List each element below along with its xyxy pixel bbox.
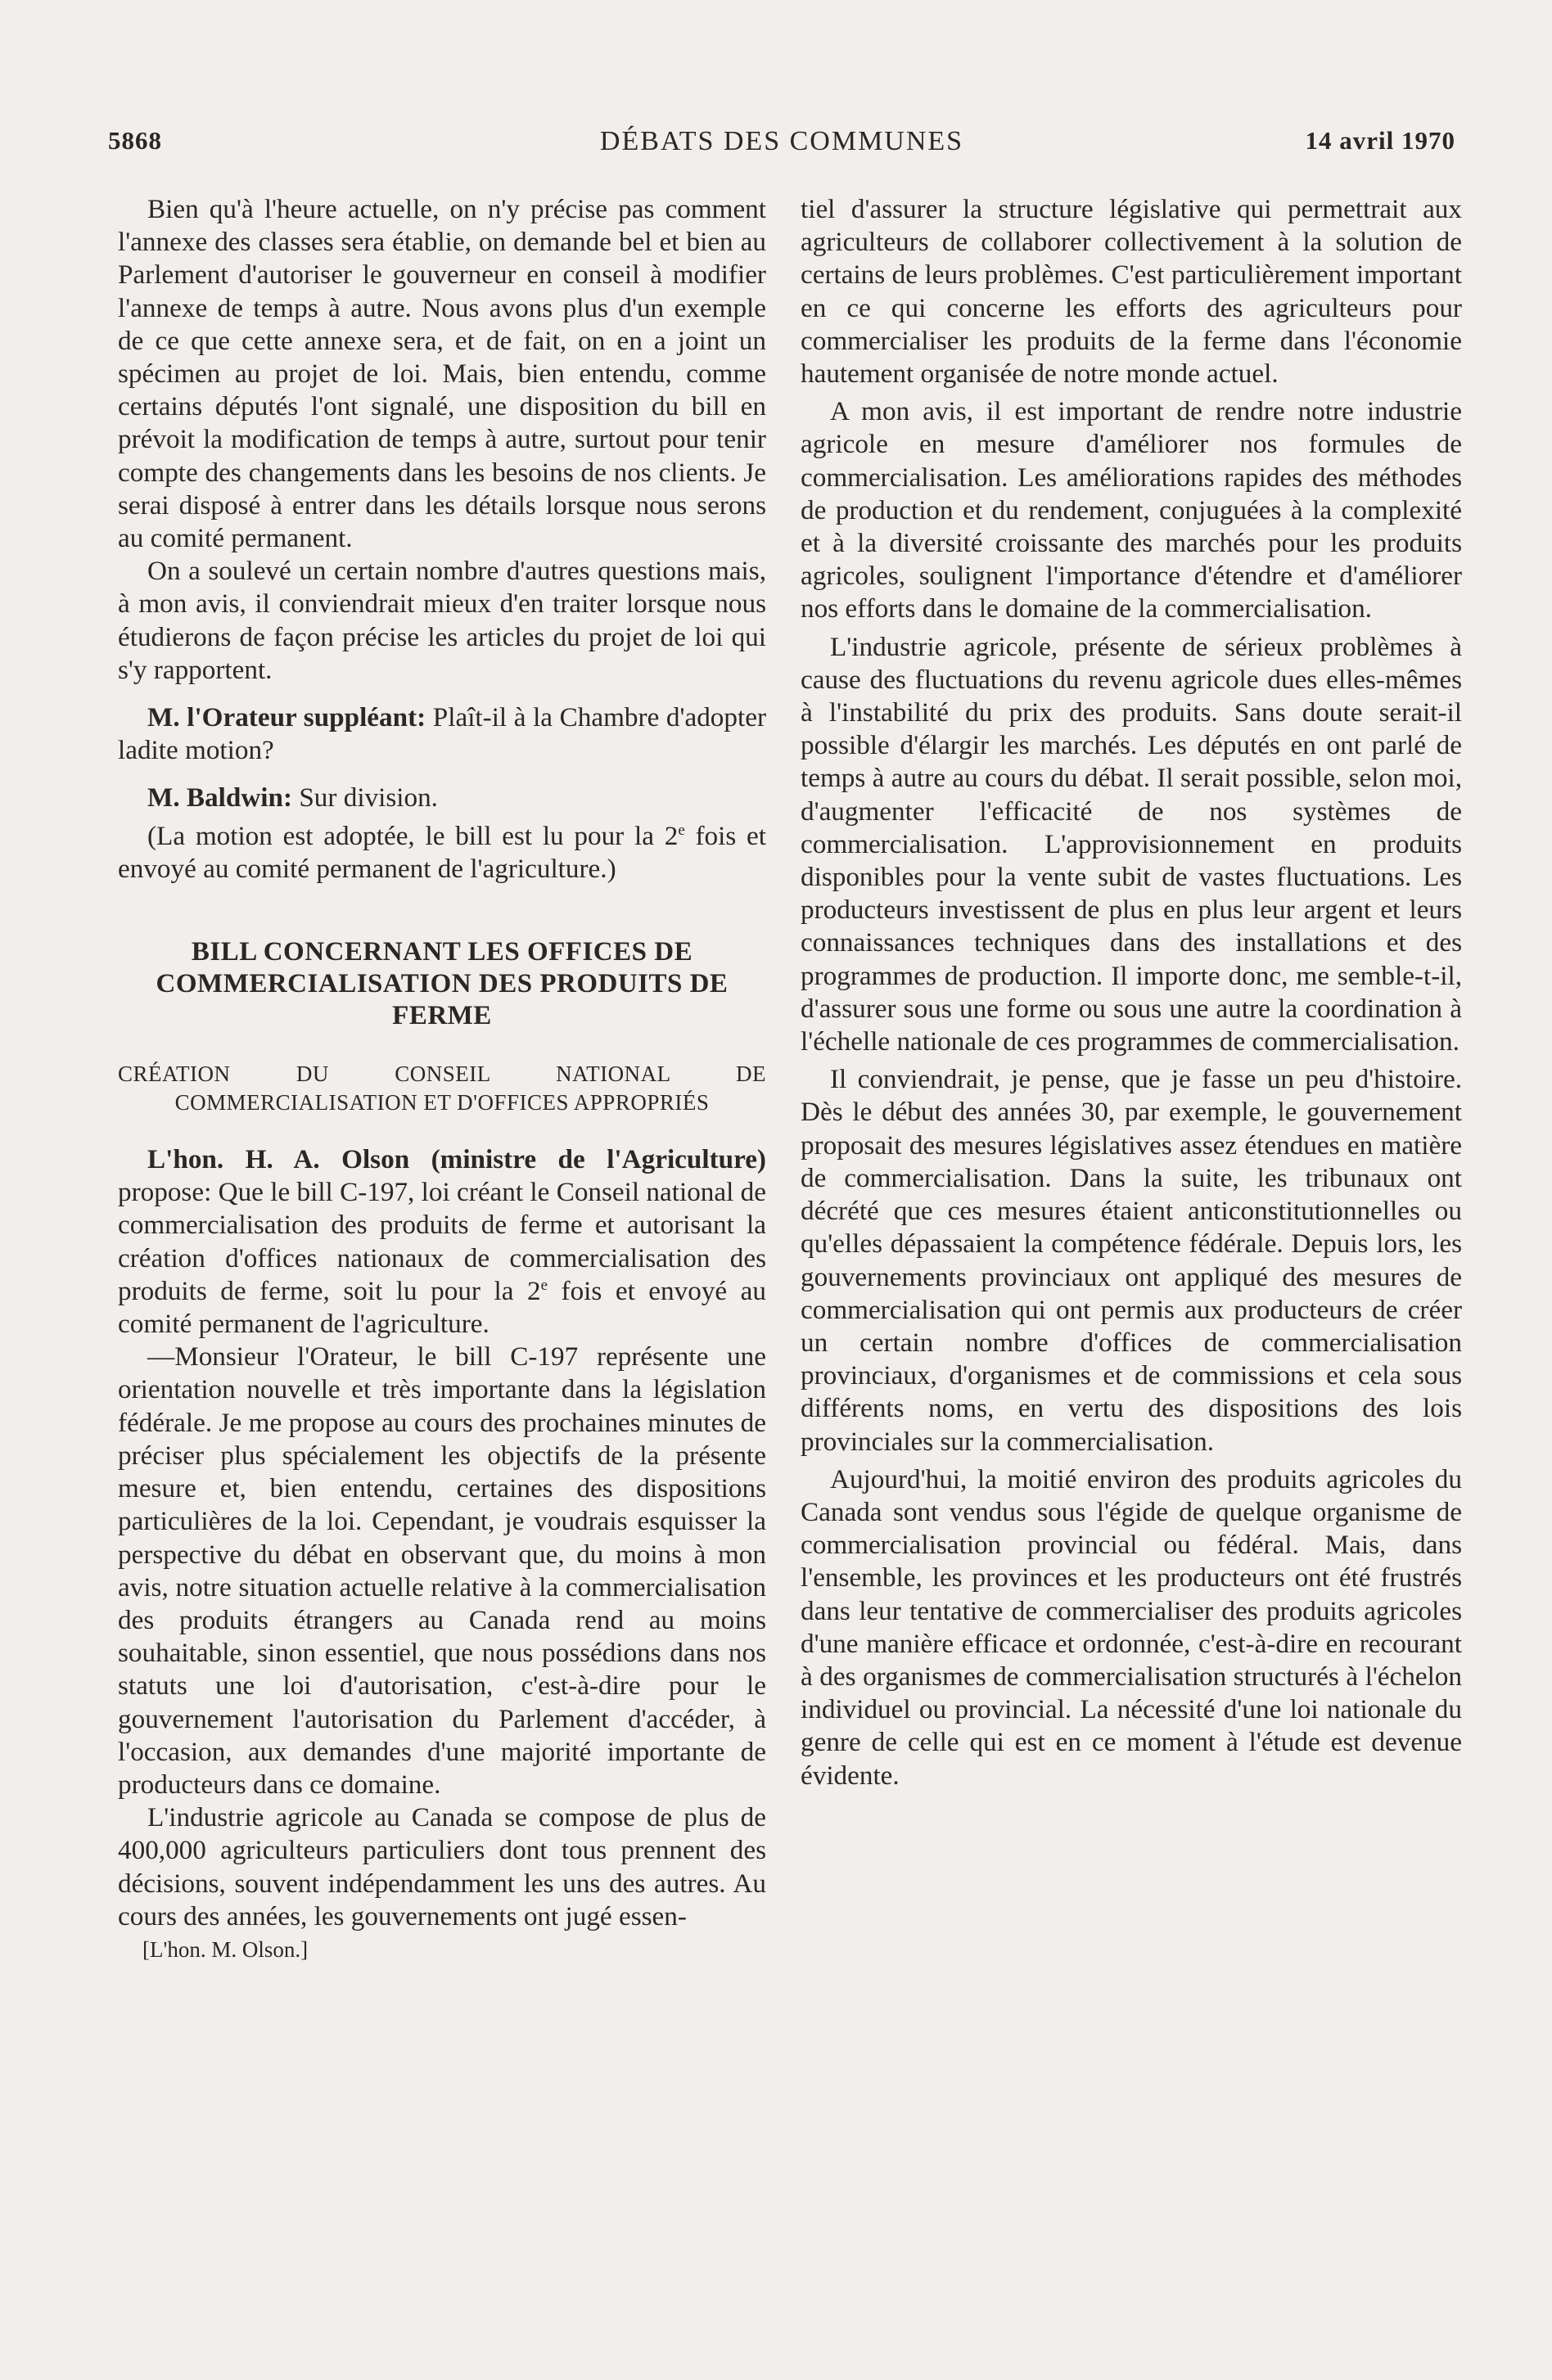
paragraph: L'industrie agricole, présente de sérieux problèmes à cause des fluctuations du revenu agricole dues elles-mêmes à l'instabilité du prix des produits. Sans doute serait-il possible d'élargir les marchés. Les députés en ont parlé de temps à autre au cours du débat. Il serait possible, selon moi, d'augmenter l'efficacité de nos systèmes de commercialisation. L'approvisionnement en produits disponibles pour la vente subit de vastes fluctuations. Les producteurs investissent de plus en plus leur argent et leurs connaissances techniques dans des installations et des programmes de production. Il importe donc, me semble-t-il, d'assurer sous une forme ou sous une autre la coordination à l'échelle nationale de ces programmes de commercialisation. bbox=[801, 631, 1462, 1057]
speaker-name: L'hon. H. A. Olson (ministre de l'Agriculture) bbox=[147, 1144, 766, 1175]
speaker-name: M. Baldwin: bbox=[147, 782, 293, 814]
paragraph: —Monsieur l'Orateur, le bill C-197 représente une orientation nouvelle et très importante dans la législation fédérale. Je me propose au cours des prochaines minutes de préciser plus spécialement les objectifs de la présente mesure et, bien entendu, certaines des dispositions particulières de la loi. Cependant, je voudrais esquisser la perspective du débat en observant que, du moins à mon avis, notre situation actuelle relative à la commercialisation des produits étrangers au Canada rend au moins souhaitable, sinon essentiel, que nous possédions dans nos statuts une loi d'autorisation, c'est-à-dire pour le gouvernement l'autorisation du Parlement d'accéder, à l'occasion, aux demandes d'une majorité importante de producteurs dans ce domaine. bbox=[118, 1341, 766, 1800]
left-column bbox=[118, 193, 766, 1966]
paragraph: Bien qu'à l'heure actuelle, on n'y précise pas comment l'annexe des classes sera établie, on demande bel et bien au Parlement d'autoriser le gouverneur en conseil à modifier l'annexe de temps à autre. Nous avons plus d'un exemple de ce que cette annexe sera, et de fait, on en a joint un spécimen au projet de loi. Mais, bien entendu, comme certains députés l'ont signalé, une disposition du bill en prévoit la modification de temps à autre, surtout pour tenir compte des changements dans les besoins de nos clients. Je serai disposé à entrer dans les détails lorsque nous serons au comité permanent. bbox=[118, 194, 766, 554]
right-column bbox=[801, 193, 1462, 1792]
speaker-paragraph: L'hon. H. A. Olson (ministre de l'Agriculture) propose: Que le bill C-197, loi créant le Conseil national de commercialisation des produits de ferme et autorisant la création d'offices nationaux de commercialisation des produits de ferme, soit lu pour la 2e fois et envoyé au comité permanent de l'agriculture. bbox=[118, 1144, 766, 1340]
speaker-paragraph bbox=[118, 701, 766, 767]
speaker-paragraph bbox=[118, 782, 766, 814]
speech-text: Sur division. bbox=[292, 782, 438, 814]
speech-text: Plaît-il à la Chambre d'adopter ladite motion? bbox=[118, 702, 766, 766]
paragraph: On a soulevé un certain nombre d'autres questions mais, à mon avis, il conviendrait mieux d'en traiter lorsque nous étudierons de façon précise les articles du projet de loi qui s'y rapportent. bbox=[118, 556, 766, 685]
speaker-signature: [L'hon. M. Olson.] bbox=[142, 1936, 309, 1962]
paragraph: L'industrie agricole au Canada se compose de plus de 400,000 agriculteurs particuliers dont tous prennent des décisions, souvent indépendamment les uns des autres. Au cours des années, les gouvernements ont jugé essen- bbox=[118, 1802, 766, 1931]
paragraph: Aujourd'hui, la moitié environ des produits agricoles du Canada sont vendus sous l'égide de quelque organisme de commercialisation provincial ou fédéral. Mais, dans l'ensemble, les provinces et les producteurs ont été frustrés dans leur tentative de commercialiser des produits agricoles d'une manière efficace et ordonnée, c'est-à-dire en recourant à des organismes de commercialisation structurés à l'échelon individuel ou provincial. La nécessité d'une loi nationale du genre de celle qui est en ce moment à l'étude est devenue évidente. bbox=[801, 1463, 1462, 1791]
page-header bbox=[108, 126, 1455, 167]
paragraph: tiel d'assurer la structure législative qui permettrait aux agriculteurs de collaborer collectivement à la solution de certains de leurs problèmes. C'est particulièrement important en ce qui concerne les efforts des agriculteurs pour commercialiser les produits de la ferme dans l'économie hautement organisée de notre monde actuel. bbox=[801, 194, 1462, 390]
bill-heading: BILL CONCERNANT LES OFFICES DE COMMERCIALISATION DES PRODUITS DE FERME bbox=[156, 937, 729, 1031]
running-title: DÉBATS DES COMMUNES bbox=[599, 126, 964, 156]
bill-subheading: CRÉATION DU CONSEIL NATIONAL DE COMMERCIALISATION ET D'OFFICES APPROPRIÉS bbox=[118, 1062, 766, 1116]
speaker-name: M. l'Orateur suppléant: bbox=[147, 702, 426, 733]
page-number: 5868 bbox=[108, 126, 162, 155]
page-date: 14 avril 1970 bbox=[1305, 126, 1455, 155]
paragraph: A mon avis, il est important de rendre notre industrie agricole en mesure d'améliorer nos formules de commercialisation. Les améliorations rapides des méthodes de production et du rendement, conjuguées à la complexité et à la diversité croissante des marchés pour les produits agricoles, soulignent l'importance d'étendre et d'améliorer nos efforts dans le domaine de la commercialisation. bbox=[801, 396, 1462, 624]
paragraph: Il conviendrait, je pense, que je fasse un peu d'histoire. Dès le début des années 30, par exemple, le gouvernement proposait des mesures législatives assez étendues en matière de commercialisation. Dans la suite, les tribunaux ont décrété que ces mesures étaient anticonstitutionnelles ou qu'elles dépassaient la compétence fédérale. Depuis lors, les gouvernements provinciaux ont appliqué des mesures de commercialisation qui ont permis aux producteurs de créer un certain nombre d'offices de commercialisation provinciaux, d'organismes et de commissions et cela sous différents noms, en vertu des dispositions des lois provinciales sur la commercialisation. bbox=[801, 1064, 1462, 1457]
procedural-note: (La motion est adoptée, le bill est lu pour la 2e fois et envoyé au comité permanent de l'agriculture.) bbox=[118, 820, 767, 884]
